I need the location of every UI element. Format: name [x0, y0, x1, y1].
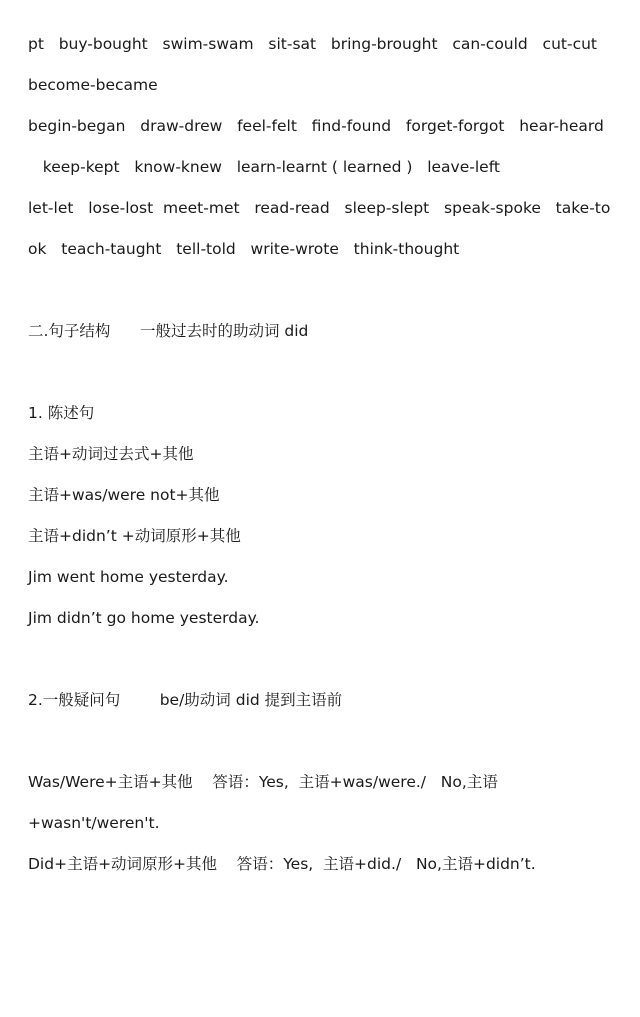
- example-negative: Jim didn’t go home yesterday.: [28, 609, 260, 627]
- subheading-declarative: 1. 陈述句: [28, 404, 95, 422]
- text-line-10: 主语+was/were not+其他: [28, 486, 220, 504]
- text-line-1: pt buy-bought swim-swam sit-sat bring-brought can-could cut-cut: [28, 35, 597, 53]
- subheading-general-question: 2.一般疑问句 be/助动词 did 提到主语前: [28, 691, 343, 709]
- text-line-3: begin-began draw-drew feel-felt find-found forget-forgot hear-heard: [28, 117, 604, 135]
- text-line-16: +wasn't/weren't.: [28, 814, 160, 832]
- text-line-15: Was/Were+主语+其他 答语：Yes, 主语+was/were./ No,主语: [28, 773, 498, 791]
- example-affirmative: Jim went home yesterday.: [28, 568, 229, 586]
- text-line-2: become-became: [28, 76, 158, 94]
- text-line-6: ok teach-taught tell-told write-wrote think-thought: [28, 240, 460, 258]
- text-line-9: 主语+动词过去式+其他: [28, 445, 194, 463]
- text-line-11: 主语+didn’t +动词原形+其他: [28, 527, 241, 545]
- section-heading-sentence-structure: 二.句子结构 一般过去时的助动词 did: [28, 322, 309, 340]
- text-line-4: keep-kept know-knew learn-learnt ( learned ) leave-left: [28, 158, 500, 176]
- text-line-17: Did+主语+动词原形+其他 答语：Yes, 主语+did./ No,主语+didn’t.: [28, 855, 536, 873]
- text-line-5: let-let lose-lost meet-met read-read sleep-slept speak-spoke take-to: [28, 199, 611, 217]
